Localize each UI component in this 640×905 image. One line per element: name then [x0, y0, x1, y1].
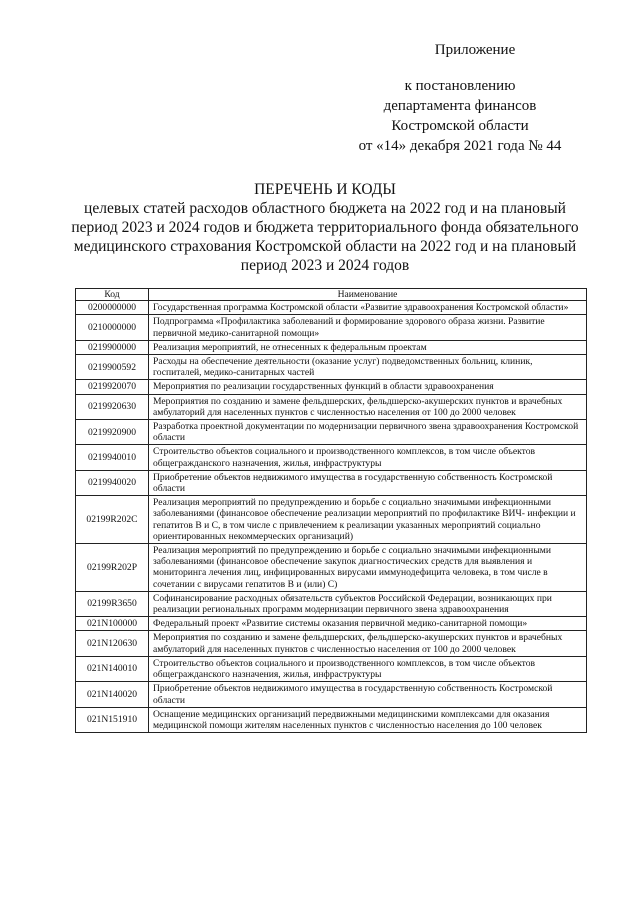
row-code: 0219940010 [76, 445, 149, 470]
table-header-row [76, 289, 587, 301]
row-name: Подпрограмма «Профилактика заболеваний и формирование здорового образа жизни. Развитие первичной медико-санитарной помощи» [149, 315, 587, 340]
table-row [76, 380, 587, 394]
appendix-region: Костромской области [391, 118, 529, 134]
row-name: Расходы на обеспечение деятельности (оказание услуг) подведомственных больниц, клиник, госпиталей, медико-санитарных частей [149, 355, 587, 380]
row-code: 021N151910 [76, 707, 149, 732]
row-code: 02199R202C [76, 496, 149, 544]
title-line: период 2023 и 2024 годов [240, 257, 410, 274]
row-name: Оснащение медицинских организаций передвижными медицинскими комплексами для оказания медицинской помощи жителям населенных пунктов с численностью населения до 100 человек [149, 707, 587, 732]
appendix-resolution-ref: к постановлению [404, 78, 516, 94]
row-name: Софинансирование расходных обязательств субъектов Российской Федерации, возникающих при реализации региональных программ модернизации первичного звена здравоохранения [149, 591, 587, 616]
row-code: 0219920630 [76, 394, 149, 419]
table-row [76, 301, 587, 315]
table-row [76, 315, 587, 340]
row-code: 0219900000 [76, 340, 149, 354]
table-row [76, 420, 587, 445]
row-code: 0219920070 [76, 380, 149, 394]
document-title [40, 180, 610, 275]
table-body [76, 301, 587, 733]
table-row [76, 544, 587, 592]
row-code: 021N120630 [76, 631, 149, 656]
row-name: Строительство объектов социального и производственного комплексов, в том числе объектов общегражданского назначения, жилья, инфраструктуры [149, 445, 587, 470]
row-code: 0200000000 [76, 301, 149, 315]
row-name: Федеральный проект «Развитие системы оказания первичной медико-санитарной помощи» [149, 617, 587, 631]
appendix-label: Приложение [434, 42, 516, 58]
row-name: Разработка проектной документации по модернизации первичного звена здравоохранения Костромской области [149, 420, 587, 445]
row-code: 0210000000 [76, 315, 149, 340]
row-name: Строительство объектов социального и производственного комплексов, в том числе объектов общегражданского назначения, жилья, инфраструктуры [149, 656, 587, 681]
title-line: целевых статей расходов областного бюджета на 2022 год и на плановый [84, 200, 566, 217]
row-name: Приобретение объектов недвижимого имущества в государственную собственность Костромской области [149, 682, 587, 707]
table-row [76, 470, 587, 495]
table-row [76, 355, 587, 380]
table-row [76, 394, 587, 419]
table-row [76, 591, 587, 616]
row-name: Реализация мероприятий по предупреждению и борьбе с социально значимыми инфекционными заболеваниями (финансовое обеспечение реализации мероприятий по профилактике ВИЧ- инфекции и гепатитов В и С, в том числе с привлечением к реализации указанных мероприятий социально ориентированных некоммерческих организаций) [149, 496, 587, 544]
table-row [76, 340, 587, 354]
table-row [76, 445, 587, 470]
title-line: медицинского страхования Костромской области на 2022 год и на плановый [73, 238, 577, 255]
table-row [76, 707, 587, 732]
appendix-department: департамента финансов [383, 98, 537, 114]
column-header-code: Код [76, 289, 149, 301]
title-line: период 2023 и 2024 годов и бюджета территориального фонда обязательного [71, 219, 579, 236]
row-code: 02199R3650 [76, 591, 149, 616]
appendix-date-number: от «14» декабря 2021 года № 44 [358, 138, 562, 154]
title-heading: ПЕРЕЧЕНЬ И КОДЫ [254, 181, 396, 198]
row-code: 0219940020 [76, 470, 149, 495]
row-code: 0219900592 [76, 355, 149, 380]
table-row [76, 631, 587, 656]
row-name: Приобретение объектов недвижимого имущества в государственную собственность Костромской области [149, 470, 587, 495]
row-code: 0219920900 [76, 420, 149, 445]
appendix-header [300, 40, 620, 156]
row-code: 02199R202P [76, 544, 149, 592]
table-row [76, 617, 587, 631]
codes-table [75, 288, 587, 733]
column-header-name: Наименование [149, 289, 587, 301]
row-name: Мероприятия по созданию и замене фельдшерских, фельдшерско-акушерских пунктов и врачебных амбулаторий для населенных пунктов с численностью населения от 100 до 2000 человек [149, 394, 587, 419]
row-code: 021N140010 [76, 656, 149, 681]
row-name: Мероприятия по реализации государственных функций в области здравоохранения [149, 380, 587, 394]
row-code: 021N140020 [76, 682, 149, 707]
table-row [76, 682, 587, 707]
table-row [76, 656, 587, 681]
row-name: Мероприятия по созданию и замене фельдшерских, фельдшерско-акушерских пунктов и врачебных амбулаторий для населенных пунктов с численностью населения от 100 до 2000 человек [149, 631, 587, 656]
row-name: Государственная программа Костромской области «Развитие здравоохранения Костромской области» [149, 301, 587, 315]
row-code: 021N100000 [76, 617, 149, 631]
row-name: Реализация мероприятий, не отнесенных к федеральным проектам [149, 340, 587, 354]
table-row [76, 496, 587, 544]
row-name: Реализация мероприятий по предупреждению и борьбе с социально значимыми инфекционными заболеваниями (финансовое обеспечение закупок диагностических средств для выявления и мониторинга лечения лиц, инфицированных вирусами иммунодефицита человека, в том числе в сочетании с вирусами гепатитов В и (или) С) [149, 544, 587, 592]
